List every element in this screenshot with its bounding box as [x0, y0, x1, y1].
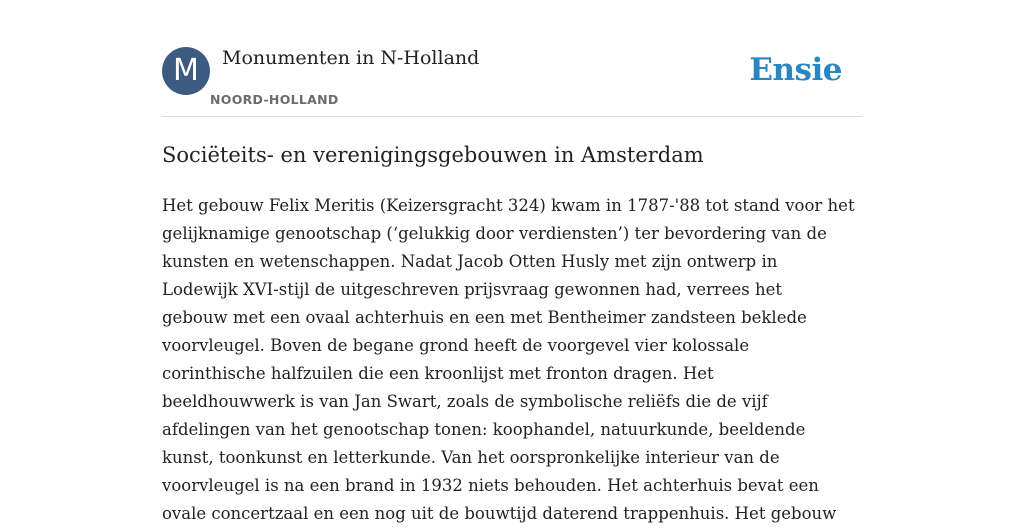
article-line: Het gebouw Felix Meritis (Keizersgracht 324) kwam in 1787-'88 tot stand voor het: [162, 196, 855, 215]
article-line: ovale concertzaal en een nog uit de bouwtijd daterend trappenhuis. Het gebouw: [162, 504, 837, 523]
brand-logo[interactable]: Ensie: [749, 52, 842, 88]
article-line: Lodewijk XVI-stijl de uitgeschreven prijsvraag gewonnen had, verrees het: [162, 280, 783, 299]
article-line: kunsten en wetenschappen. Nadat Jacob Otten Husly met zijn ontwerp in: [162, 252, 778, 271]
article-line: gelijknamige genootschap (‘gelukkig door verdiensten’) ter bevordering van de: [162, 224, 827, 243]
article-line: voorvleugel is na een brand in 1932 niets behouden. Het achterhuis bevat een: [162, 476, 819, 495]
article-line: gebouw met een ovaal achterhuis en een met Bentheimer zandsteen beklede: [162, 308, 807, 327]
category-tag-link[interactable]: NOORD-HOLLAND: [210, 92, 339, 107]
article-line: afdelingen van het genootschap tonen: koophandel, natuurkunde, beeldende: [162, 420, 806, 439]
avatar[interactable]: M: [162, 47, 210, 95]
article-line: kunst, toonkunst en letterkunde. Van het oorspronkelijke interieur van de: [162, 448, 780, 467]
article-line: corinthische halfzuilen die een kroonlijst met fronton dragen. Het: [162, 364, 714, 383]
article-title: Sociëteits- en verenigingsgebouwen in Amsterdam: [162, 143, 704, 167]
source-title-link[interactable]: Monumenten in N-Holland: [222, 47, 480, 69]
article-line: voorvleugel. Boven de begane grond heeft de voorgevel vier kolossale: [162, 336, 750, 355]
article-line: beeldhouwwerk is van Jan Swart, zoals de symbolische reliëfs die de vijf: [162, 392, 768, 411]
article-header: [162, 46, 862, 117]
article-body: [162, 192, 862, 528]
